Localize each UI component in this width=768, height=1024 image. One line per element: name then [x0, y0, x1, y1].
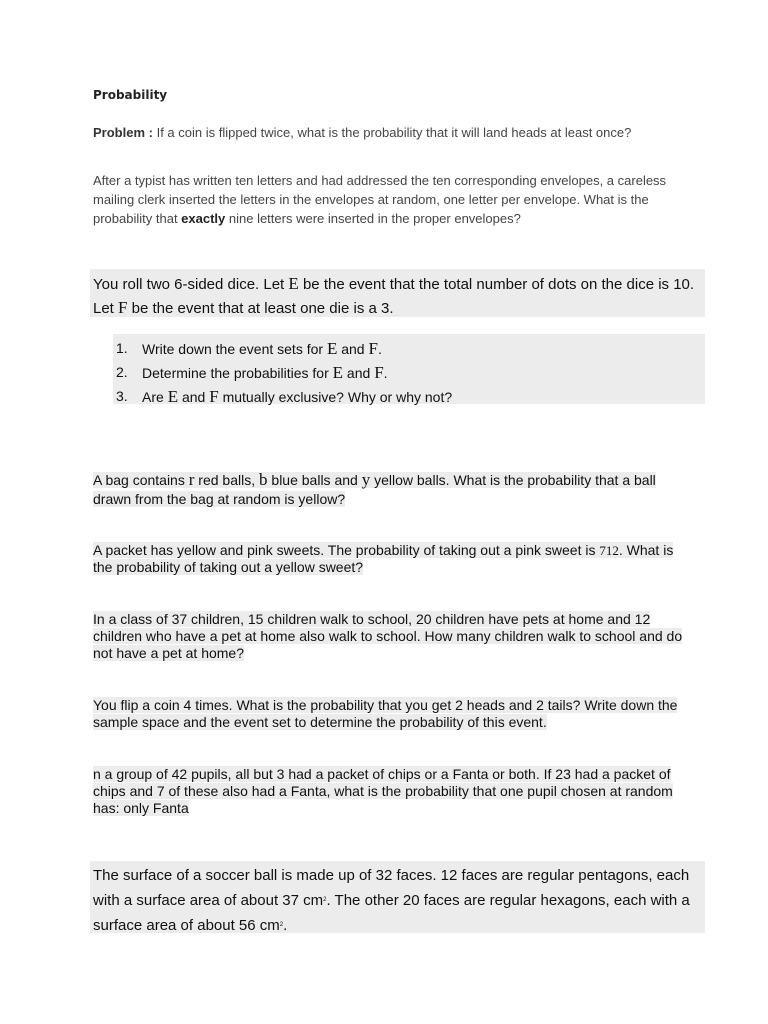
dice-question-list [113, 334, 705, 404]
dice-text: You roll two 6-sided dice. Let [93, 276, 289, 293]
list-number: 1. [116, 340, 128, 356]
list-text: Are [142, 389, 168, 405]
var-f: F [374, 363, 384, 382]
dice-text: be the event that the total number of dots on the dice is 10. Let [93, 276, 695, 317]
dice-text: be the event that at least one die is a 3. [127, 300, 394, 317]
var-f: F [209, 387, 219, 406]
list-item [113, 361, 705, 385]
problem-coin-four [93, 697, 693, 731]
var-f: F [118, 298, 128, 317]
problem-typist-letters [93, 171, 703, 228]
list-number: 2. [116, 364, 128, 380]
var-y: y [361, 470, 371, 489]
problem-dice [90, 269, 705, 317]
list-text: and [343, 365, 375, 381]
var-e: E [326, 339, 338, 358]
problem-label: Problem : [93, 125, 153, 140]
list-text: mutually exclusive? Why or why not? [218, 389, 453, 405]
problem-coin-twice [93, 125, 713, 140]
problem-text: If a coin is flipped twice, what is the probability that it will land heads at least once? [152, 125, 632, 140]
typist-text-end: nine letters were inserted in the proper envelopes? [225, 211, 521, 226]
var-e: E [332, 363, 344, 382]
bag-text: red balls, [194, 472, 260, 488]
var-r: r [188, 470, 195, 489]
coin-text: You flip a coin 4 times. What is the probability that you get 2 heads and 2 tails? Write down the sample space and the event set to determine the probability of this event. [93, 697, 678, 730]
bag-text: A bag contains [93, 472, 189, 488]
bag-text: blue balls and [267, 472, 362, 488]
superscript: 2 [279, 922, 284, 928]
var-f: F [368, 339, 378, 358]
soccer-text: . The other 20 faces are regular hexagons, each with a surface area of about 56 cm [93, 892, 690, 934]
list-text: and [178, 389, 210, 405]
list-item [113, 385, 705, 409]
var-e: E [167, 387, 179, 406]
sweets-text: . What is the probability of taking out a yellow sweet? [93, 542, 674, 575]
problem-bag-balls [93, 470, 683, 509]
typist-emphasis: exactly [181, 211, 226, 226]
class-text: In a class of 37 children, 15 children walk to school, 20 children have pets at home and 12 children who have a pet at home also walk to school. How many children walk to school and do not have a pet at home? [93, 611, 683, 661]
list-item [113, 337, 705, 361]
problem-class-children [93, 611, 698, 662]
problem-soccer-ball [90, 861, 705, 933]
problem-pupils [93, 766, 693, 817]
superscript: 2 [323, 897, 327, 903]
problem-sweets [93, 542, 693, 576]
pupils-text: n a group of 42 pupils, all but 3 had a packet of chips or a Fanta or both. If 23 had a packet of chips and 7 of these also had a Fanta, what is the probability that one pupil chosen at random has: only Fanta [93, 766, 673, 816]
soccer-text: The surface of a soccer ball is made up of 32 faces. 12 faces are regular pentagons, each with a surface area of about 37 cm [93, 867, 690, 909]
var-e: E [288, 274, 299, 293]
list-text: Determine the probabilities for [142, 365, 333, 381]
fraction-value: 712 [599, 543, 619, 558]
var-b: b [259, 470, 268, 489]
sweets-text: A packet has yellow and pink sweets. The probability of taking out a pink sweet is [93, 542, 600, 558]
soccer-text: . [283, 917, 288, 934]
list-number: 3. [116, 388, 128, 404]
list-text: and [337, 341, 369, 357]
list-text: Write down the event sets for [142, 341, 327, 357]
page-title: Probability [93, 88, 168, 102]
list-text: . [383, 365, 388, 381]
list-text: . [377, 341, 382, 357]
bag-text: yellow balls. What is the probability that a ball drawn from the bag at random is yellow? [93, 472, 656, 507]
typist-text: After a typist has written ten letters and had addressed the ten corresponding envelopes, a careless mailing clerk inserted the letters in the envelopes at random, one letter per envelope. What is the probability that [93, 173, 667, 226]
